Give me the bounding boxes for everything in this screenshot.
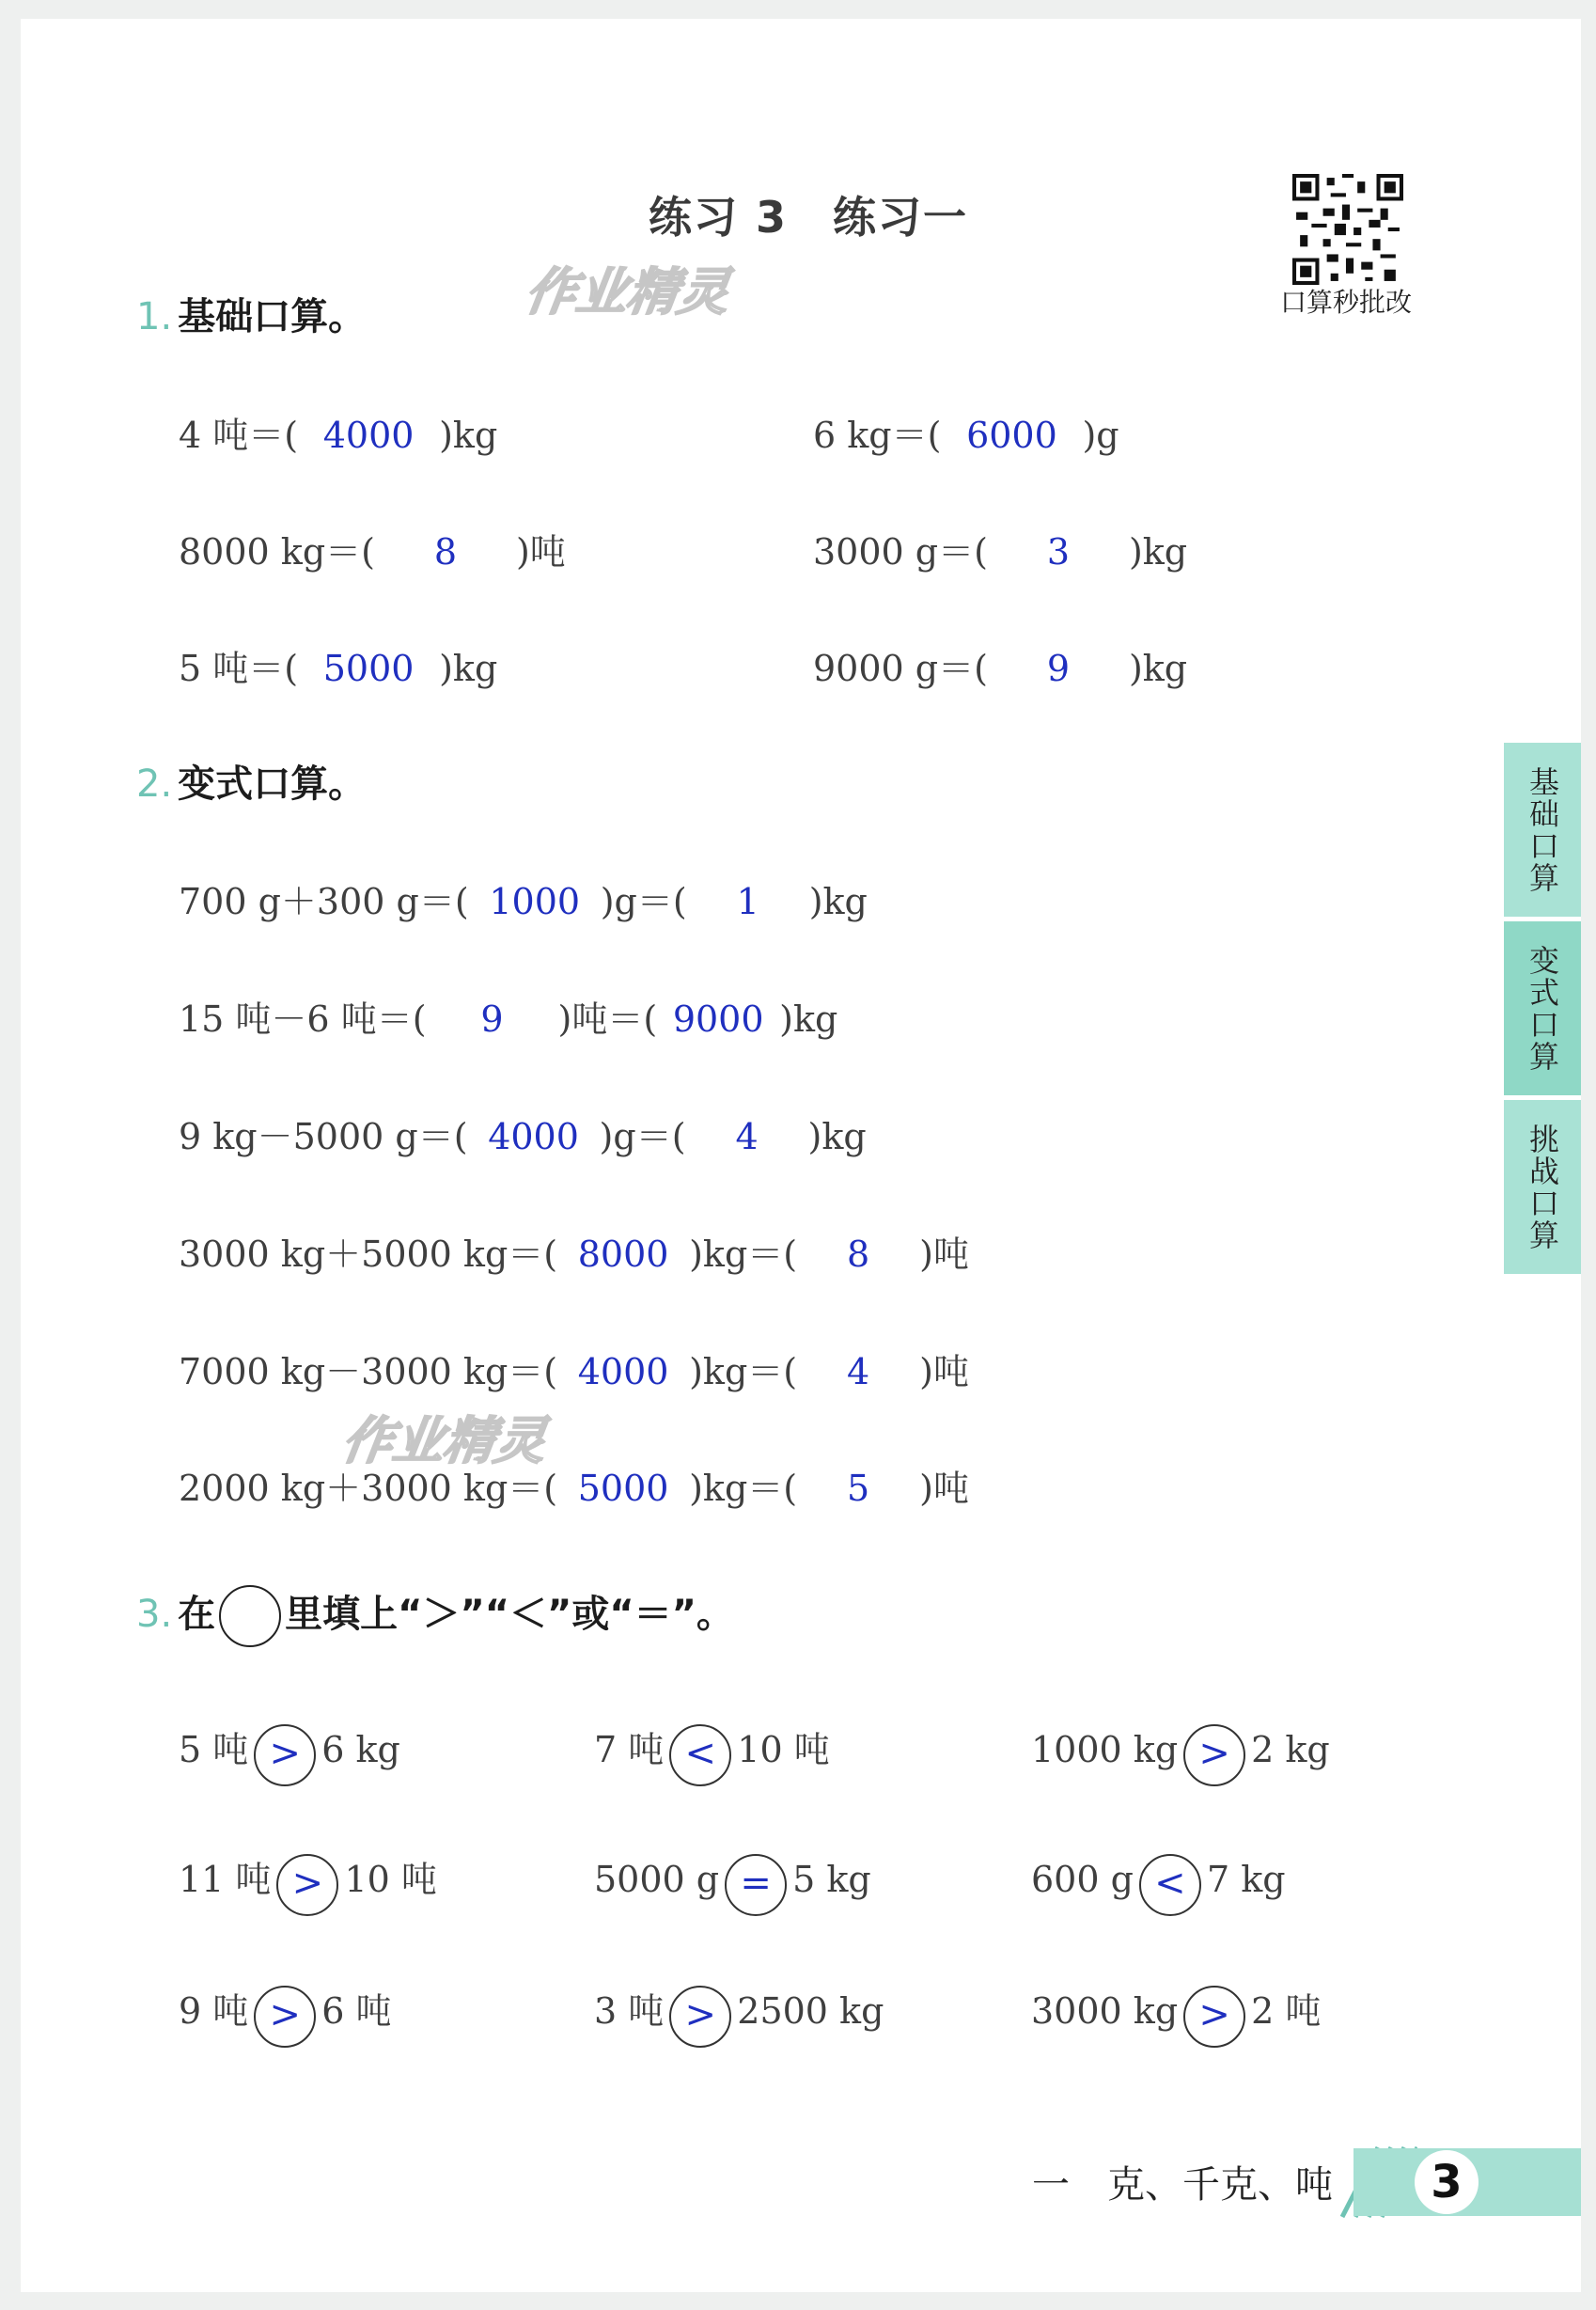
compare-circle: > [276,1854,338,1916]
section-title: 变式口算。 [178,762,367,806]
exercise-item [179,639,497,691]
section-title: 在 [178,1593,216,1636]
answer: 5 [847,1468,870,1509]
answer: 8 [847,1234,870,1275]
compare-item [179,1982,392,2044]
compare-circle: > [669,1986,731,2048]
item-text: 6 kg＝( [813,415,942,456]
item-text: 2 kg [1251,1729,1330,1770]
section-number: 1. [136,295,173,338]
tab-variant[interactable]: 变式口算 [1504,921,1581,1095]
exercise-item [179,990,837,1042]
answer: 1000 [489,881,581,922]
item-text: )吨 [919,1234,969,1275]
item-text: 5 kg [792,1859,871,1900]
item-text: )g＝( [599,1116,686,1157]
compare-item [1031,1982,1321,2044]
exercise-item [179,1108,867,1159]
watermark: 作业精灵 [522,262,733,322]
item-text: 5 吨＝( [179,648,299,689]
item-text: )kg＝( [689,1468,798,1509]
answer: 4000 [577,1351,669,1392]
section-3-heading [136,1584,734,1647]
item-text: 10 吨 [344,1859,437,1900]
item-text: )吨 [919,1351,969,1392]
item-text: )kg [808,881,868,922]
exercise-item [179,406,497,458]
answer: 9000 [672,998,764,1040]
answer: 5000 [577,1468,669,1509]
answer: 3 [1046,531,1071,573]
answer: 4000 [488,1116,579,1157]
tab-basic[interactable]: 基础口算 [1504,743,1581,917]
qr-code-icon[interactable] [1292,174,1403,285]
item-text: 2 吨 [1251,1990,1322,2032]
item-text: )g＝( [600,881,687,922]
item-text: 700 g＋300 g＝( [179,881,469,922]
exercise-item [179,1459,969,1511]
answer: 5000 [322,648,415,689]
item-text: 11 吨 [179,1859,272,1900]
item-text: )kg＝( [689,1351,798,1392]
exercise-item [813,639,1187,691]
item-text: 2500 kg [737,1990,884,2032]
watermark: 作业精灵 [338,1411,550,1470]
item-text: 3 吨 [594,1990,665,2032]
section-number: 3. [136,1593,173,1636]
section-2-heading [136,754,366,808]
page-number: 3 [1415,2150,1479,2214]
exercise-item [179,1225,969,1277]
item-text: 2000 kg＋3000 kg＝( [179,1468,558,1509]
item-text: 3000 kg＋5000 kg＝( [179,1234,558,1275]
compare-item [594,1850,871,1912]
item-text: )kg [807,1116,867,1157]
answer: 9 [480,998,504,1040]
section-title: 里填上“＞”“＜”或“＝”。 [285,1593,734,1636]
item-text: )kg [439,648,498,689]
footer-chapter: 一 克、千克、吨 [1032,2163,1333,2207]
compare-circle: > [1183,1986,1245,2048]
item-text: )kg [439,415,498,456]
circle-blank-icon [219,1585,281,1647]
compare-item [594,1982,884,2044]
compare-circle: < [1139,1854,1201,1916]
compare-item [179,1850,437,1912]
item-text: 3000 g＝( [813,531,988,573]
item-text: 3000 kg [1031,1990,1179,2032]
item-text: )吨＝( [557,998,658,1040]
item-text: )kg [779,998,838,1040]
item-text: 1000 kg [1031,1729,1179,1770]
item-text: 5 吨 [179,1729,249,1770]
answer: 4 [735,1116,759,1157]
section-1-heading [136,287,366,340]
qr-label: 口算秒批改 [1280,287,1413,318]
exercise-item [179,523,566,574]
item-text: 9000 g＝( [813,648,988,689]
answer: 8 [433,531,458,573]
item-text: )吨 [919,1468,969,1509]
item-text: 9 kg－5000 g＝( [179,1116,468,1157]
item-text: 6 kg [321,1729,400,1770]
compare-circle: = [725,1854,787,1916]
answer: 4000 [322,415,415,456]
compare-circle: < [669,1724,731,1786]
item-text: )吨 [515,531,566,573]
compare-circle: > [254,1986,316,2048]
answer: 4 [847,1351,870,1392]
compare-item [594,1721,830,1783]
item-text: 6 吨 [321,1990,392,2032]
compare-item [179,1721,400,1783]
item-text: 4 吨＝( [179,415,299,456]
compare-item [1031,1850,1286,1912]
answer: 1 [736,881,759,922]
item-text: )kg＝( [689,1234,798,1275]
exercise-item [179,872,868,924]
item-text: 7000 kg－3000 kg＝( [179,1351,558,1392]
compare-circle: > [1183,1724,1245,1786]
exercise-item [813,523,1187,574]
exercise-item [813,406,1119,458]
compare-circle: > [254,1724,316,1786]
exercise-item [179,1343,969,1394]
item-text: 7 吨 [594,1729,665,1770]
item-text: )kg [1128,648,1188,689]
item-text: 8000 kg＝( [179,531,375,573]
answer: 8000 [577,1234,669,1275]
item-text: 10 吨 [737,1729,830,1770]
compare-item [1031,1721,1330,1783]
item-text: )kg [1128,531,1188,573]
section-number: 2. [136,762,173,806]
answer: 6000 [966,415,1057,456]
item-text: 7 kg [1206,1859,1286,1900]
tab-challenge[interactable]: 挑战口算 [1504,1100,1581,1274]
item-text: 5000 g [594,1859,720,1900]
item-text: 9 吨 [179,1990,249,2032]
item-text: )g [1082,415,1119,456]
item-text: 15 吨－6 吨＝( [179,998,427,1040]
section-title: 基础口算。 [178,295,367,338]
item-text: 600 g [1031,1859,1134,1900]
answer: 9 [1046,648,1071,689]
page-title: 练习 3 练习一 [649,192,969,243]
